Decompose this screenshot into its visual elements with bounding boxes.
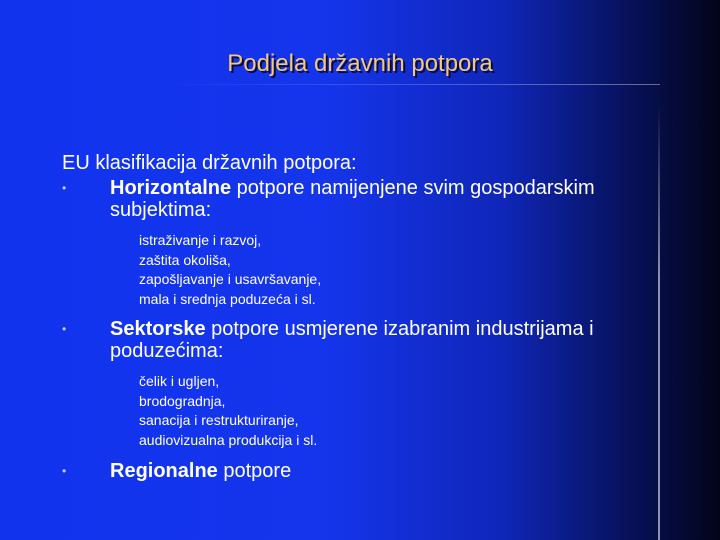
sub-item: zaštita okoliša, [139,251,231,268]
sub-item: zapošljavanje i usavršavanje, [139,271,322,287]
sub-list-horizontal [62,231,682,309]
item-text: potpore namijenjene svim gospodarskim subjektima: [110,177,595,221]
sub-item: istraživanje i razvoj, [139,232,262,248]
bullet-item-regional [62,460,682,482]
bullet-icon: • [62,322,67,336]
item-text: potpore [217,460,292,482]
sub-item: mala i srednja poduzeća i sl. [139,290,316,307]
sub-item: čelik i ugljen, [139,373,220,389]
decorative-horizontal-line [160,84,660,85]
sub-item: audiovizualna produkcija i sl. [139,431,318,448]
bullet-icon: • [62,181,67,195]
item-bold-label: Horizontalne [110,177,232,199]
item-text: potpore usmjerene izabranim industrijama i poduzećima: [110,318,594,362]
slide-content [62,151,682,482]
bullet-item-sectoral [62,318,682,362]
bullet-icon: • [62,464,67,478]
slide-title: Podjela državnih potpora [227,50,493,77]
item-bold-label: Regionalne [110,460,218,482]
sub-item: sanacija i restrukturiranje, [139,412,299,428]
item-bold-label: Sektorske [110,318,206,340]
intro-text: EU klasifikacija državnih potpora: [62,152,357,174]
sub-item: brodogradnja, [139,392,226,409]
bullet-item-horizontal [62,177,682,221]
sub-list-sectoral [62,372,682,450]
